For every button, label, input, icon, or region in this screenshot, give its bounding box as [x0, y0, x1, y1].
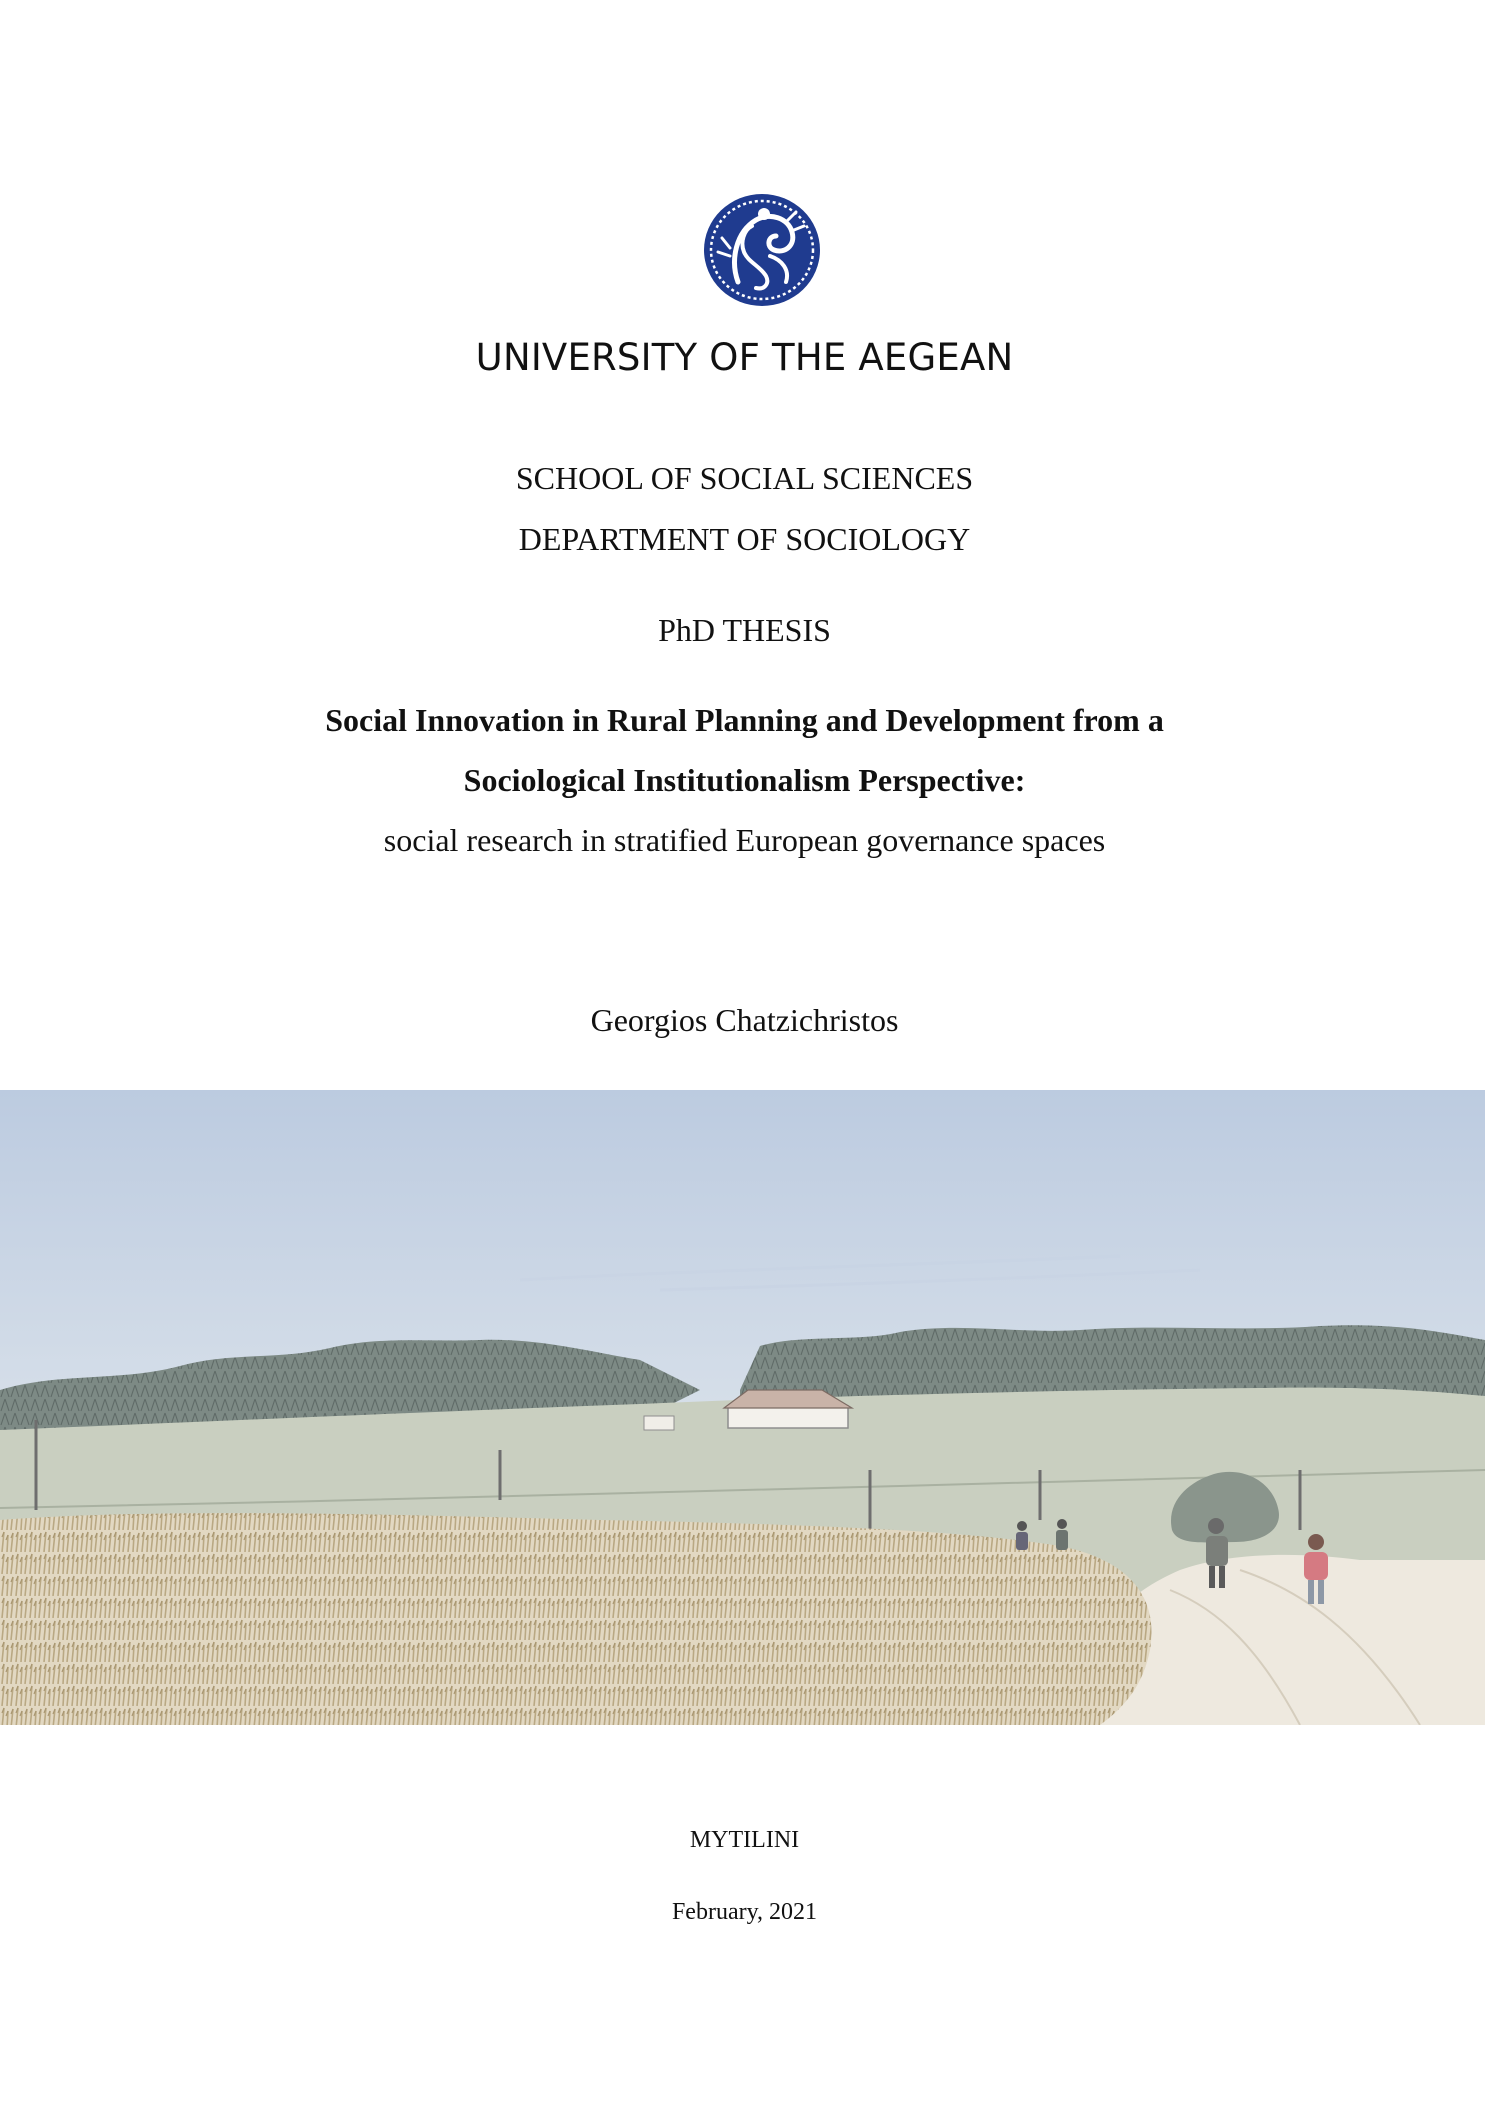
school-name: SCHOOL OF SOCIAL SCIENCES [515, 460, 974, 496]
thesis-type: PhD THESIS [658, 612, 831, 648]
university-seal-icon [700, 190, 824, 310]
thesis-subtitle: social research in stratified European governance spaces [383, 822, 1106, 858]
university-name: UNIVERSITY OF THE AEGEAN [475, 336, 1014, 379]
wheat-field [0, 1513, 1152, 1725]
publication-place: MYTILINI [689, 1827, 800, 1853]
department-name: DEPARTMENT OF SOCIOLOGY [518, 521, 971, 557]
thesis-title-line-1: Social Innovation in Rural Planning and Development from a [325, 702, 1164, 738]
author-name: Georgios Chatzichristos [590, 1002, 899, 1038]
thesis-title-line-2: Sociological Institutionalism Perspective: [463, 762, 1026, 798]
cover-landscape-image [0, 1090, 1485, 1725]
publication-date: February, 2021 [671, 1899, 818, 1925]
